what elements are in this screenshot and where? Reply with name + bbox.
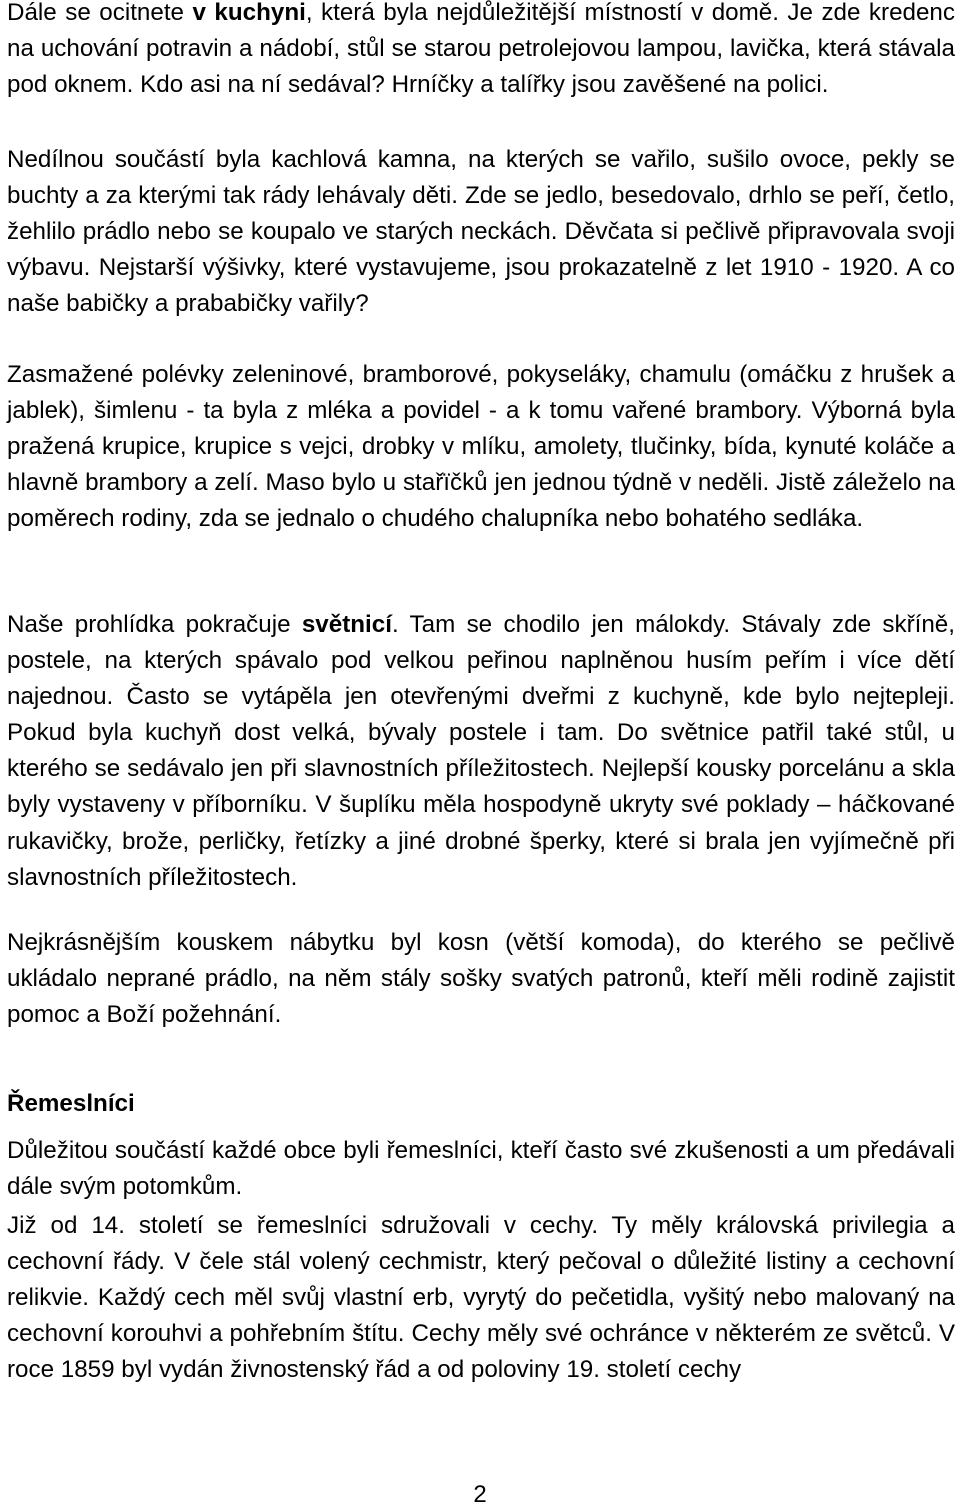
parlor-text-pre: Naše prohlídka pokračuje: [7, 611, 302, 638]
kitchen-text-pre: Dále se ocitnete: [7, 0, 193, 26]
kitchen-bold-term: v kuchyni: [192, 0, 306, 26]
section-heading: Řemeslníci: [7, 1090, 135, 1117]
paragraph-chest: Nejkrásnějším kouskem nábytku byl kosn (větší komoda), do kterého se pečlivě ukládalo neprané prádlo, na něm stály sošky svatých patronů, kteří měli rodině zajistit pomoc a Boží požehnání.: [7, 929, 955, 1029]
kitchen-text-post: , která byla nejdůležitější místností v domě. Je zde kredenc na uchování potravin a nádobí, stůl se starou petrolejovou lampou, lavička, která stávala pod oknem. Kdo asi na ní sedával? Hrníčky a talířky jsou zavěšené na polici.: [7, 0, 955, 99]
paragraph-stove: Nedílnou součástí byla kachlová kamna, na kterých se vařilo, sušilo ovoce, pekly se buchty a za kterými tak rády lehávaly děti. Zde se jedlo, besedovalo, drhlo se peří, četlo, žehlilo prádlo nebo se koupalo ve starých neckách. Děvčata si pečlivě připravovala svoji výbavu. Nejstarší výšivky, které vystavujeme, jsou prokazatelně z let 1910 - 1920. A co naše babičky a prababičky vařily?: [7, 146, 955, 318]
page-number: 2: [473, 1481, 487, 1508]
parlor-text-post: . Tam se chodilo jen málokdy. Stávaly zde skříně, postele, na kterých spávalo pod velkou peřinou naplněnou husím peřím i více dětí najednou. Často se vytápěla jen otevřenými dveřmi z kuchyně, kde bylo nejtepleji. Pokud byla kuchyň dost velká, bývaly postele i tam. Do světnice patřil také stůl, u kterého se sedávalo jen při slavnostních příležitostech. Nejlepší kousky porcelánu a skla byly vystaveny v příborníku. V šuplíku měla hospodyně ukryty své poklady – háčkované rukavičky, brože, perličky, řetízky a jiné drobné šperky, které si brala jen vyjímečně při slavnostních příležitostech.: [7, 611, 955, 891]
parlor-bold-term: světnicí: [301, 611, 392, 638]
paragraph-guilds: Již od 14. století se řemeslníci sdružovali v cechy. Ty měly královská privilegia a cechovní řády. V čele stál volený cechmistr, který pečoval o důležité listiny a cechovní relikvie. Každý cech měl svůj vlastní erb, vyrytý do pečetidla, vyšitý nebo malovaný na cechovní korouhvi a pohřebním štítu. Cechy měly své ochránce v některém ze světců. V roce 1859 byl vydán živnostenský řád a od poloviny 19. století cechy: [7, 1212, 955, 1384]
paragraph-parlor: [7, 607, 955, 896]
paragraph-food: Zasmažené polévky zeleninové, bramborové, pokyseláky, chamulu (omáčku z hrušek a jablek), šimlenu - ta byla z mléka a povidel - a k tomu vařené brambory. Výborná byla pražená krupice, krupice s vejci, drobky v mlíku, amolety, tlučinky, bída, kynuté koláče a hlavně brambory a zelí. Maso bylo u stařïčků jen jednou týdně v neděli. Jistě záleželo na poměrech rodiny, zda se jednalo o chudého chalupníka nebo bohatého sedláka.: [7, 361, 955, 533]
paragraph-craftsmen-intro: Důležitou součástí každé obce byli řemeslníci, kteří často své zkušenosti a um předávali dále svým potomkům.: [7, 1137, 955, 1201]
paragraph-kitchen: [7, 0, 955, 103]
